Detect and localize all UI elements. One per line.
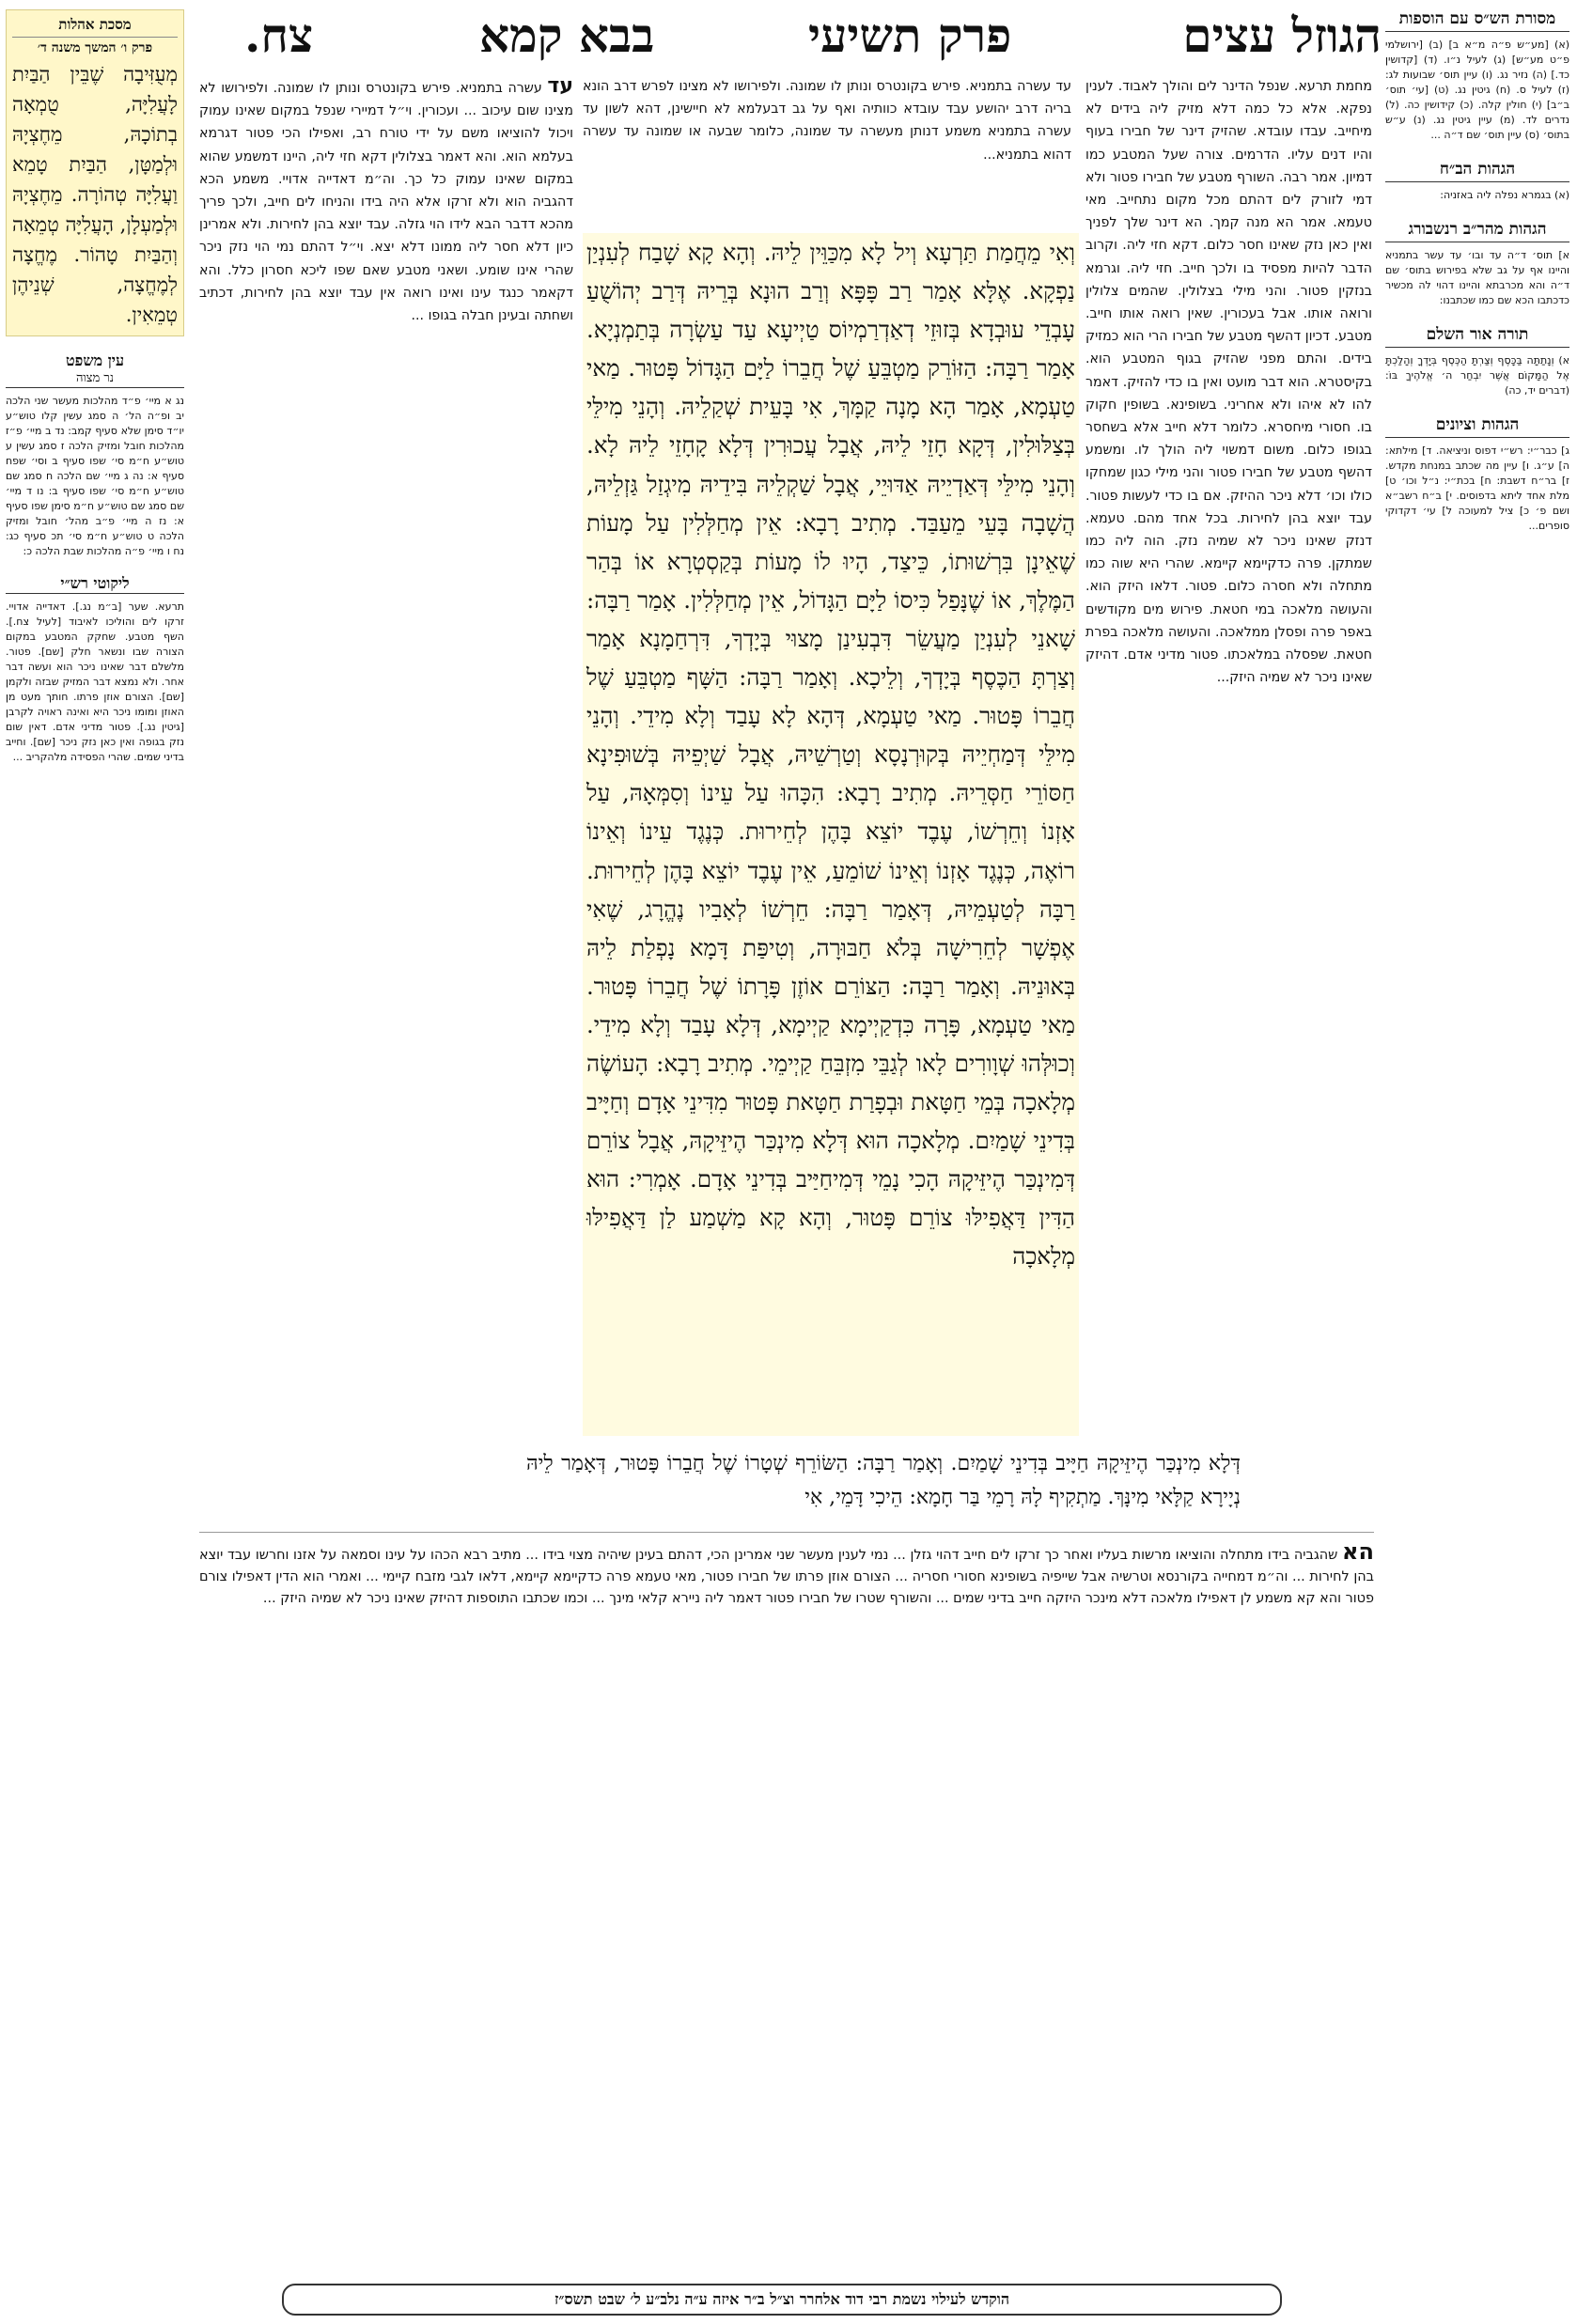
- hagahot-bach-box: [1385, 160, 1569, 203]
- chapter-label: פרק תשיעי: [808, 8, 1012, 63]
- hagahot-bach-text: (א) בגמרא נפלה ליה באזניה:: [1440, 189, 1569, 201]
- bottom-commentary: [199, 1538, 1375, 2265]
- maharsh-text: א] תוס׳ ד״ה עד ובו׳ עד עשר בתמניא והיינו אף על גב שלא בפירוש בתוס׳ שם ד״ה והא מכרבתא והיינו דהוי לה מכשיר כדכתבו הכא שם כמו שכתבנו:: [1385, 249, 1569, 306]
- tosafot-heading: עד: [547, 74, 573, 98]
- gemara-main-text: וְאִי מֵחֲמַת תַּרְעָא וְיל לָא מִכַּוֵּין לֵיהּ. וְהָא קָא שָׁבַח לְעִנְיַן נַפְקָא. אֶלָּא אָמַר רַב פָּפָּא וְרַב הוּנָא בְּרֵיהּ דְּרַב יְהוֹשֻׁעַ עָבְדֵי עוּבְדָא בְּזוּזֵי דְאַדְרַמְיוֹס טַיְיעָא עַד עַשְׂרָה בְּתַמְנְיָא. אָמַר רַבָּה: הַזּוֹרֵק מַטְבֵּעַ שֶׁל חֲבֵרוֹ לַיָּם הַגָּדוֹל פָּטוּר. מַאי טַעְמָא, אָמַר הָא מָנָה קַמָּךְ, אִי בָּעֵית שְׁקַלֵיהּ. וְהָנֵי מִילֵּי בְּצַלּוּלִין, דְּקָא חָזֵי לֵיהּ, אֲבָל עֲכוּרִין דְּלָא קָחָזֵי לֵיהּ לָא. וְהָנֵי מִילֵּי דְּאַדְיֵיהּ אַדּוּיֵי, אֲבָל שַׁקְלֵיהּ בִּידֵיהּ מִיגְזַל גַּזְלֵיהּ, הֲשָׁבָה בָּעֵי מֵעַבַּד. מְתִיב רָבָא: אֵין מְחַלְּלִין עַל מָעוֹת שֶׁאֵינָן בִּרְשׁוּתוֹ, כֵּיצַד, הָיוּ לוֹ מָעוֹת בְּקַסְטְרָא אוֹ בְּהַר הַמֶּלֶךְ, אוֹ שֶׁנָּפַל כִּיסוֹ לַיָּם הַגָּדוֹל, אֵין מְחַלְּלִין. אָמַר רַבָּה: שָׁאנֵי לְעִנְיַן מַעֲשֵׂר דִּבְעִינַן מָצוּי בְּיָדְךָ, דִּרְחַמָנָא אָמַר וְצַרְתָּ הַכֶּסֶף בְּיָדְךָ, וְלֵיכָא. וְאָמַר רַבָּה: הַשָּׁף מַטְבֵּעַ שֶׁל חֲבֵרוֹ פָּטוּר. מַאי טַעְמָא, דְּהָא לָא עָבַד וְלָא מִידֵי. וְהָנֵי מִילֵּי דְּמַחְיֵיהּ בְּקוּרְנָסָא וְטַרְשֵׁיהּ, אֲבָל שַׁיְפֵיהּ בְּשׁוּפִינָא חַסּוֹרֵי חַסְּרֵיהּ. מְתִיב רָבָא: הִכָּהוּ עַל עֵינוֹ וְסִמְּאָהּ, עַל אָזְנוֹ וְחֵרְשׁוֹ, עֶבֶד יוֹצֵא בָּהֶן לְחֵירוּת. כְּנֶגֶד עֵינוֹ וְאֵינוֹ רוֹאֶה, כְּנֶגֶד אָזְנוֹ וְאֵינוֹ שׁוֹמֵעַ, אֵין עֶבֶד יוֹצֵא בָּהֶן לְחֵירוּת. רַבָּה לְטַעְמֵיהּ, דְּאָמַר רַבָּה: חֵרְשׁוֹ לְאָבִיו נֶהֱרָג, שֶׁאִי אֶפְשָׁר לְחֵרִישָׁה בְּלֹא חַבּוּרָה, וְטִיפַּת דָּמָא נָפְלַת לֵיהּ בְּאוּנֵיהּ. וְאָמַר רַבָּה: הַצּוֹרֵם אוֹזֶן פָּרָתוֹ שֶׁל חֲבֵרוֹ פָּטוּר. מַאי טַעְמָא, פָּרָה כִּדְקַיְימָא קַיְימָא, דְּלָא עָבַד וְלָא מִידֵי. וְכוּלְּהוּ שְׁוָורִים לָאו לְגַבֵּי מִזְבֵּחַ קַיְימֵי. מְתִיב רָבָא: הָעוֹשֶׂה מְלָאכָה בְּמֵי חַטָּאת וּבְפָרַת חַטָּאת פָּטוּר מִדִּינֵי אָדָם וְחַיָּיב בְּדִינֵי שָׁמַיִם. מְלָאכָה הוּא דְּלָא מִינְכַּר הֶיזֵּיקָהּ, אֲבָל צוֹרֵם דְּמִינְכַּר הֶיזֵּיקָהּ הָכִי נָמֵי דְּמִיחַיַּיב בְּדִינֵי אָדָם. אָמְרִי: הוּא הַדִּין דַּאֲפִילּוּ צוֹרֵם פָּטוּר, וְהָא קָא מַשְׁמַע לַן דַּאֲפִילּוּ מְלָאכָה: [583, 233, 1079, 1436]
- tosafot-text: עשרה בתמניא. פירש בקונטרס ונותן לו שמונה. ולפירושו לא מצינו שום עיכוב ... ועכורין. וי״ל דמיירי שנפל במקום שאינו עמוק ויכול להוציאו משם על ידי טורח רב, ואפילו הכי פטור דגרמא בעלמא הוא. והא דאמר בצלולין דקא חזי ליה, היינו דמשמע שהוא במקום שאינו עמוק כל כך. וה״מ דאדייה אדויי. משמע הכא דהגביה הוא ולא זרקו אלא היה בידו והניחו לים חייב, ולכך פריך מהכא דדבר הבא לידו הוי גזלה. עבד יוצא בהן לחירות. ולא אמרינן כיון דלא חסר ליה ממונו דלא יצא. וי״ל דהתם נמי הוי נזק ניכר שהרי אינו שומע. ושאני מטבע שאם שפו ליכא חסרון כלל. והא דקאמר כנגד עינו ואינו רואה אין עבד יוצא בהן לחירות, דכתיב ושחתה ובעינן חבלה בגופו ...: [199, 81, 573, 324]
- gemara-tail-text: דְּלָא מִינְכַּר הֶיזֵּיקָהּ חַיָּיב בְּדִינֵי שָׁמַיִם. וְאָמַר רַבָּה: הַשּׂוֹרֵף שְׁטָרוֹ שֶׁל חֲבֵרוֹ פָּטוּר, דְּאָמַר לֵיהּ נְיָירָא קַלָּאי מִינָּךְ. מַתְקִיף לָהּ רָמֵי בַּר חָמָא: הֵיכִי דָּמֵי, אִי: [526, 1452, 1241, 1509]
- bottom-text: שהגביה בידו מתחלה והוציאו מרשות בעליו ואחר כך זרקו לים חייב דהוי גזלן ... נמי לענין מעשר שני אמרינן הכי, דהתם בעינן שיהיה מצוי בידו ... מתיב רבא הכהו על עינו וסמאה על אזנו וחרשו עבד יוצא בהן לחירות ... וה״מ דמחייה בקורנסא וטרשיה אבל שייפיה בשופינא חסורי חסריה ... הצורם אוזן פרתו של חבירו פטור, מאי טעמא פרה כדקיימא קיימא, דלאו לגבי מזבח קיימי ... ואמרי הוא הדין דאפילו צורם פטור והא קא משמע לן דאפילו מלאכה דלא מינכר היזקה חייב בדיני שמים ... והשורף שטרו של חבירו פטור דאמר ליה ניירא קלאי מינך ... וכמו שכתבו התוספות דהיזק שאינו ניכר לא שמיה היזק ...: [199, 1548, 1374, 1606]
- dedication-banner: הוקדש לעילוי נשמת רבי דוד אלחרר וצ״ל ב״ר איזה ע״ה נלב״ע ל׳ שבט תשס״ז: [282, 2284, 1282, 2316]
- torah-or-box: [1385, 325, 1569, 398]
- masoret-box: [1385, 9, 1569, 143]
- ein-mishpat-subtitle: נר מצוה: [6, 370, 184, 388]
- gilyon-text: ג] כבר״י: רש״י דפוס וניציאה. ד] מילתא: ה] ע״ג. ו] עיין מה שכתב במנחת מקדש. ז] בר״ח דשבת: ח] בכת״י: נ״ל וכו׳ ט] מלת אחד ליתא בדפוסים. י] ב״ח רשב״א ושם פ׳ כ] ציל למעוכה ל] עי׳ דקדוקי סופרים...: [1385, 445, 1569, 532]
- tractate-name: בבא קמא: [479, 8, 655, 63]
- section-divider: [199, 1532, 1374, 1533]
- hagahot-bach-title: הגהות הב״ח: [1385, 160, 1569, 182]
- likutei-rashi-text: תרעא. שער [ב״מ נג.]. דאדייה אדויי. זרקו לים והוליכו לאיבוד [לעיל צח.]. השף מטבע. שחקק המטבע במקום הצורה שבו ונשאר חלק [שם]. פטור. מלשלם דבר שאינו ניכר הוא ועשה דבר אחר. ולא נמצא דבר המזיק שבזה ולקמן [שם]. הצורם אוזן פרתו. חותך מעט מן האוזן ומומו ניכר היא ואינה ראויה לקרבן [גיטין נג.]. פטור מדיני אדם. דאין שום נזק בגופה ואין כאן נזק ניכר [שם]. וחייב בדיני שמים. שהרי הפסידה מלהקריב ...: [6, 600, 184, 763]
- gilyon-box: [1385, 415, 1569, 534]
- right-margin: [1385, 9, 1569, 1400]
- masoret-title: מסורת הש״ס עם הוספות: [1385, 9, 1569, 32]
- rashi-commentary: מחמת תרעא. שנפל הדינר לים והולך לאבוד. לענין נפקא. אלא כל כמה דלא מזיק ליה בידים לא מיחייב. עבדו עובדא. שהזיק דינר של חבירו בעוף והיו דנים עליו. הדרמים. צורה שעל המטבע כמו דמיון. אמר רבה. השורף מטבע של חבירו פטור ולא דמי לזורק לים דהתם מכל מקום נתחייב. מאי טעמא. אמר הא מנה קמך. הא דינר שלך לפניך ואין כאן נזק שאינו חסר כלום. דקא חזי ליה. וקרוב הדבר להיות מפסיד בו ולכך חייב. חזי ליה. וגרמא בנזקין פטור. והני מילי בצלולין. שהמים צלולין ורואה אותו. אבל בעכורין. שאין רואה אותו חייב. מטבע. דכיון דהשף מטבע של חבירו הרי הוא כמזיק בידים. והתם מפני שהזיק בגוף המטבע הוא. בקיסטרא. הוא דבר מועט ואין בו כדי להזיק. דאמר להו לא איהו ולא אחריני. בשופינא. בשופין חקוק בו. חסורי מיחסרא. כלומר דלא חייב אלא בשחסר בגופו כלום. משום דמשוי ליה הולך לו. ומשמע דהשף מטבע של חבירו פטור והני מילי כגון שמחקו כולו וכו׳ דלא ניכר ההיזק. אם בו כדי לעשות פטור. עבד יוצא בהן לחירות. בכל אחד מהם. טעמא. דנזק שאינו ניכר לא שמיה נזק. הוה ליה כמו שמתקן. פרה כדקיימא קיימא. שהרי היא שוה כמו מתחלה ולא חסרה כלום. פטור. דלאו היזק הוא. והעושה מלאכה במי חטאת. פירוש מים מקודשים באפר פרה ופסלן ממלאכה. והעושה מלאכה בפרת חטאת. שפסלה במלאכתו. פטור מדיני אדם. דהיזק שאינו ניכר לא שמיה היזק...: [1085, 79, 1372, 686]
- maharsh-title: הגהות מהר״ב רנשבורג: [1385, 220, 1569, 242]
- maharsh-box: [1385, 220, 1569, 308]
- bottom-heading: הא: [1342, 1538, 1375, 1565]
- gilyon-title: הגהות וציונים: [1385, 415, 1569, 438]
- torah-or-text: א) וְנָתַתָּה בַּכָּסֶף וְצַרְתָּ הַכֶּסֶף בְּיָדְךָ וְהָלַכְתָּ אֶל הַמָּקוֹם אֲשֶׁר יִבְחַר ה׳ אֱלֹהֶיךָ בּוֹ: (דברים יד, כה): [1385, 354, 1569, 397]
- ein-mishpat-title: עין משפט: [65, 351, 125, 369]
- masoret-text: (א) [מע״ש פ״ה מ״א ב] (ב) [ירושלמי פ״ט מע״ש] (ג) לעיל נ״ו. (ד) [קדושין כד.] (ה) נזיר נג. (ו) עיין תוס׳ שבועות לג: (ז) לעיל ס. (ח) גיטין נג. (ט) [עי׳ תוס׳ ב״ב] (י) חולין קלה. (כ) קידושין כה. (ל) נדרים לד. (מ) עיין גיטין נג. (נ) ע״ש בתוס׳ (ס) עיין תוס׳ שם ד״ה ...: [1385, 39, 1569, 141]
- likutei-rashi-box: [6, 574, 184, 765]
- ohalot-subtitle: פרק ו׳ המשך משנה ד׳: [37, 40, 153, 55]
- leaf-number: צח.: [244, 8, 314, 63]
- chapter-name: הגוזל עצים: [1182, 8, 1382, 63]
- ein-mishpat-text: נג א מיי׳ פ״ד מהלכות מעשר שני הלכה יב ופ״ה הל׳ ה סמג עשין קלו טוש״ע יו״ד סימן שלא סעיף קמב: נד ב מיי׳ פ״ז מהלכות חובל ומזיק הלכה ז סמג עשין ע טוש״ע ח״מ סי׳ שפו סעיף ב וסי׳ שפח סעיף א: נה ג מיי׳ שם הלכה ח סמג שם טוש״ע ח״מ סי׳ שפו סעיף ב: נו ד מיי׳ שם סמג שם טוש״ע ח״מ סימן שפו סעיף א: נז ה מיי׳ פ״ב מהל׳ חובל ומזיק הלכה ט טוש״ע ח״מ סי׳ תכ סעיף כג: נח ו מיי׳ פ״ה מהלכות שבת הלכה כ:: [6, 395, 184, 557]
- ein-mishpat-box: [6, 351, 184, 559]
- likutei-rashi-title: ליקוטי רש״י: [6, 574, 184, 594]
- ohalot-text: מְעֻזִּיבָה שֶׁבֵּין הַבַּיִת לָעֲלִיָּה, טֻמְאָה בְתוֹכָהּ, מֵחֶצְיָהּ וּלְמַטָּן, הַבַּיִת טָמֵא וַעֲלִיָּה טְהוֹרָה. מֵחֶצְיָהּ וּלְמַעְלָן, הָעֲלִיָּה טְמֵאָה וְהַבַּיִת טָהוֹר. מֶחֱצָה לְמֶחֱצָה, שְׁנֵיהֶן טְמֵאִין.: [12, 63, 178, 326]
- ohalot-box: [6, 9, 184, 336]
- ohalot-title: מסכת אהלות: [12, 16, 178, 38]
- gemara-top-commentary: עד עשרה בתמניא. פירש בקונטרס ונותן לו שמונה. ולפירושו לא מצינו לפרש דרב הונא בריה דרב יהושע עבד עובדא כוותיה ואף על גב דבעלמא לא חיישינן, דהא לשון עד עשרה בתמניא משמע דנותן מעשרה עד שמונה, כלומר שבעה או שמונה עד עשרה דהוא בתמניא...: [583, 79, 1071, 163]
- torah-or-title: תורה אור השלם: [1385, 325, 1569, 348]
- left-margin: [6, 9, 184, 1682]
- tosafot-commentary: [199, 75, 573, 1438]
- page-header: [244, 8, 1382, 73]
